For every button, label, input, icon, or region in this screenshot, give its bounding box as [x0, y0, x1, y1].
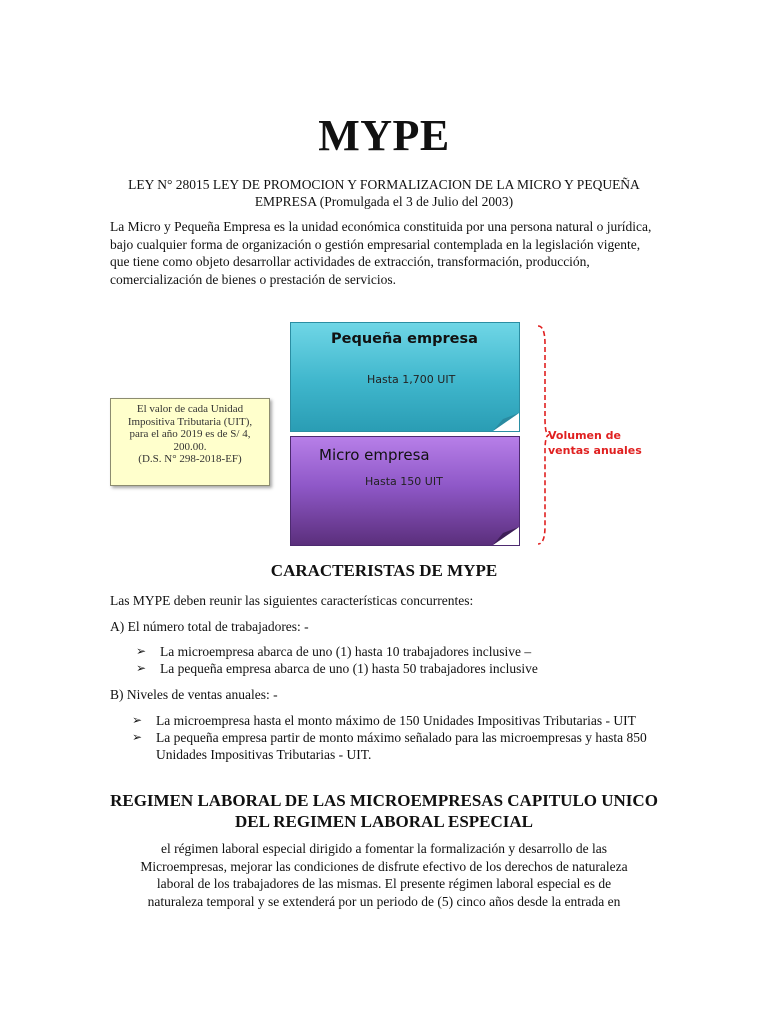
section-a-label: A) El número total de trabajadores: - [110, 619, 309, 634]
uit-note-line: Impositiva Tributaria (UIT), [127, 415, 253, 428]
micro-empresa-label: Micro empresa [319, 446, 430, 464]
pequena-empresa-label: Pequeña empresa [331, 331, 478, 347]
volumen-ventas-label [548, 428, 642, 458]
list-item [136, 643, 576, 660]
list-item [132, 712, 656, 729]
page-curl-icon [493, 413, 519, 431]
uit-note-line: 200.00. [173, 440, 207, 453]
arrow-bullet-icon: ➢ [136, 644, 147, 658]
regimen-paragraph: el régimen laboral especial dirigido a fomentar la formalización y desarrollo de las Microempresas, mejorar las condiciones de disfrute efectivo de los derechos de naturaleza laboral de los trabajadores de las mismas. El presente régimen laboral especial es de naturaleza temporal y se extenderá por un periodo de (5) cinco años desde la entrada en [140, 841, 628, 909]
section-b-label: B) Niveles de ventas anuales: - [110, 687, 278, 702]
pequena-empresa-box [290, 322, 520, 432]
list-item-text: La microempresa abarca de uno (1) hasta 10 trabajadores inclusive – [160, 644, 532, 659]
section-a-list [136, 643, 576, 677]
section-b-list [132, 712, 656, 763]
micro-empresa-box [290, 436, 520, 546]
law-date: (Promulgada el 3 de Julio del 2003) [319, 194, 514, 209]
page-title: MYPE [318, 111, 450, 160]
list-item-text: La microempresa hasta el monto máximo de 150 Unidades Impositivas Tributarias - UIT [156, 713, 636, 728]
intro-paragraph: La Micro y Pequeña Empresa es la unidad económica constituida por una persona natural o jurídica, bajo cualquier forma de organización o gestión empresarial contemplada en la legislación vigente, que tiene como objeto desarrollar actividades de extracción, transformación, producción, comercialización de bienes o prestación de servicios. [110, 219, 652, 287]
list-item [136, 660, 576, 677]
micro-empresa-amount: Hasta 150 UIT [365, 475, 443, 488]
law-name: LEY N° 28015 LEY DE PROMOCION Y FORMALIZACION DE LA MICRO Y PEQUEÑA EMPRESA [128, 177, 640, 209]
law-subtitle [100, 176, 668, 210]
caracteristicas-heading: CARACTERISTAS DE MYPE [270, 561, 498, 580]
list-item [132, 729, 656, 763]
pequena-empresa-amount: Hasta 1,700 UIT [367, 373, 456, 386]
uit-note-line: para el año 2019 es de S/ 4, [129, 428, 251, 440]
uit-note-line: El valor de cada Unidad [136, 403, 244, 415]
arrow-bullet-icon: ➢ [136, 661, 147, 675]
list-item-text: La pequeña empresa abarca de uno (1) hasta 50 trabajadores inclusive [160, 661, 538, 676]
uit-note-line: (D.S. N° 298-2018-EF) [138, 453, 242, 465]
volumen-line: ventas anuales [548, 444, 642, 457]
list-item-text: La pequeña empresa partir de monto máximo señalado para las microempresas y hasta 850 Unidades Impositivas Tributarias - UIT. [156, 730, 647, 762]
caracteristicas-intro: Las MYPE deben reunir las siguientes características concurrentes: [110, 593, 474, 608]
arrow-bullet-icon: ➢ [132, 730, 143, 744]
page-curl-icon [493, 527, 519, 545]
arrow-bullet-icon: ➢ [132, 713, 143, 727]
regimen-heading: REGIMEN LABORAL DE LAS MICROEMPRESAS CAPITULO UNICO DEL REGIMEN LABORAL ESPECIAL [110, 791, 658, 831]
uit-note-box [110, 398, 270, 486]
volumen-line: Volumen de [548, 429, 621, 442]
